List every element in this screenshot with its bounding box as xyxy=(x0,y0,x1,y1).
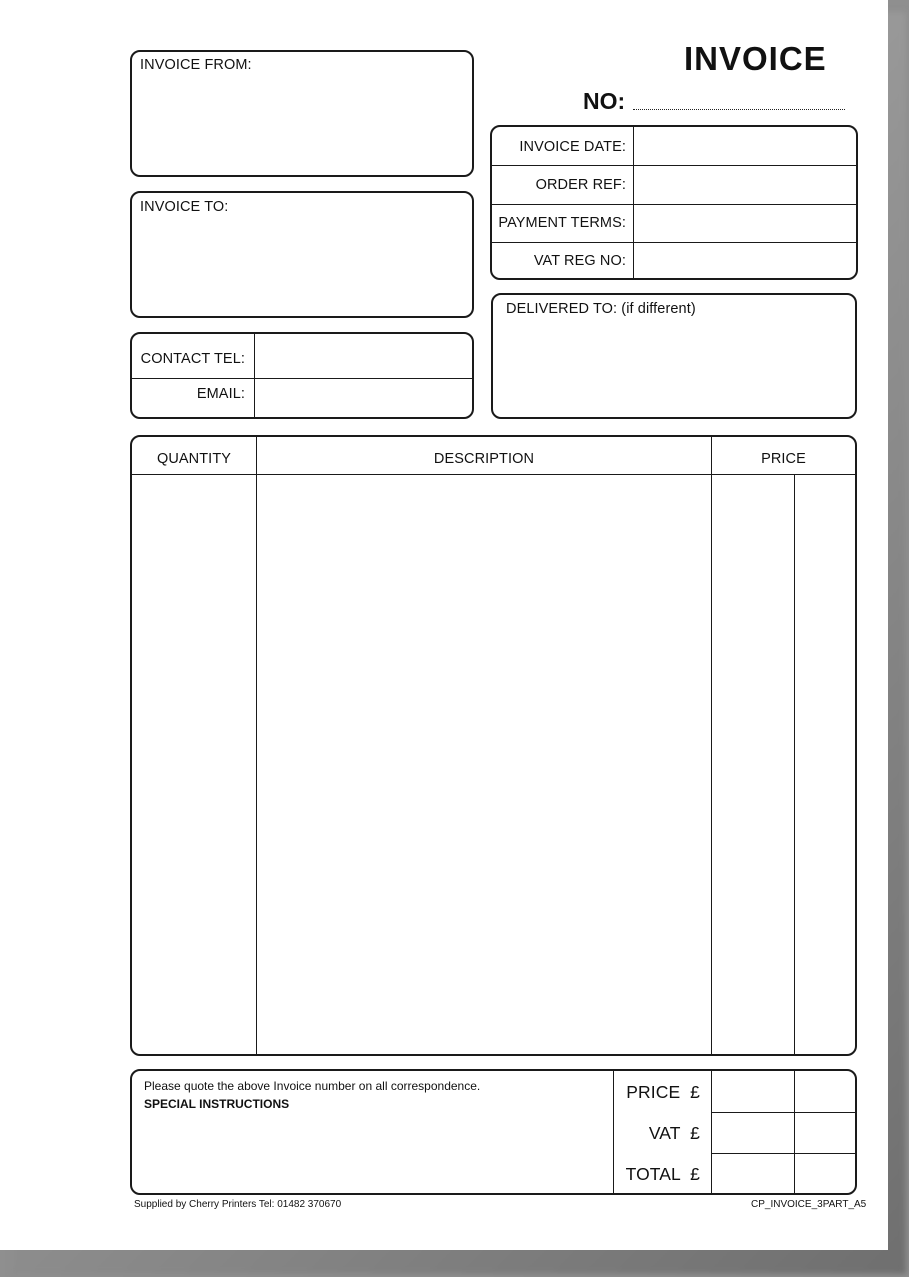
delivered-to-label: DELIVERED TO: (if different) xyxy=(506,301,696,317)
price-pence-column-field[interactable] xyxy=(796,476,855,1054)
invoice-title: INVOICE xyxy=(684,40,827,77)
special-instructions-label: SPECIAL INSTRUCTIONS xyxy=(144,1097,290,1111)
quantity-header: QUANTITY xyxy=(156,451,232,467)
invoice-details-box xyxy=(490,125,858,280)
invoice-to-box[interactable] xyxy=(130,191,474,318)
special-instructions-field[interactable] xyxy=(134,1115,612,1193)
invoice-from-box[interactable] xyxy=(130,50,474,177)
delivered-to-box[interactable] xyxy=(491,293,857,419)
items-table xyxy=(130,435,857,1056)
price-total-label: PRICE £ xyxy=(626,1082,700,1102)
invoice-from-label: INVOICE FROM: xyxy=(140,57,252,73)
totals-box xyxy=(130,1069,857,1195)
price-pence-divider xyxy=(794,475,795,1054)
price-pounds-column-field[interactable] xyxy=(713,476,793,1054)
grand-total-field[interactable] xyxy=(713,1154,855,1193)
contact-tel-field[interactable] xyxy=(256,334,472,378)
invoice-number-field[interactable] xyxy=(633,109,845,110)
description-column-divider xyxy=(711,437,712,1054)
contact-tel-label: CONTACT TEL: xyxy=(140,351,245,367)
totals-label-divider xyxy=(711,1071,712,1193)
payment-terms-label: PAYMENT TERMS: xyxy=(498,215,626,231)
invoice-number-label: NO: xyxy=(583,88,626,114)
contact-box xyxy=(130,332,474,419)
email-field[interactable] xyxy=(256,379,472,417)
invoice-date-label: INVOICE DATE: xyxy=(519,139,626,155)
order-ref-label: ORDER REF: xyxy=(535,177,626,193)
vat-reg-field[interactable] xyxy=(635,243,856,278)
form-code: CP_INVOICE_3PART_A5 xyxy=(751,1199,867,1210)
price-header: PRICE xyxy=(761,451,806,467)
details-column-divider xyxy=(633,127,634,278)
supplier-credit: Supplied by Cherry Printers Tel: 01482 370670 xyxy=(134,1199,342,1210)
invoice-date-field[interactable] xyxy=(635,127,856,165)
items-header-divider xyxy=(132,474,855,475)
email-label: EMAIL: xyxy=(196,386,245,402)
invoice-to-label: INVOICE TO: xyxy=(140,199,229,215)
contact-column-divider xyxy=(254,334,255,417)
grand-total-label: TOTAL £ xyxy=(625,1164,700,1184)
order-ref-field[interactable] xyxy=(635,166,856,204)
vat-total-label: VAT £ xyxy=(648,1123,700,1143)
quantity-column-divider xyxy=(256,437,257,1054)
correspondence-note: Please quote the above Invoice number on all correspondence. xyxy=(144,1079,481,1093)
price-total-field[interactable] xyxy=(713,1071,855,1112)
vat-reg-label: VAT REG NO: xyxy=(533,253,626,269)
vat-total-field[interactable] xyxy=(713,1113,855,1153)
description-column-field[interactable] xyxy=(258,476,710,1054)
quantity-column-field[interactable] xyxy=(132,476,255,1054)
description-header: DESCRIPTION xyxy=(433,451,535,467)
payment-terms-field[interactable] xyxy=(635,205,856,242)
